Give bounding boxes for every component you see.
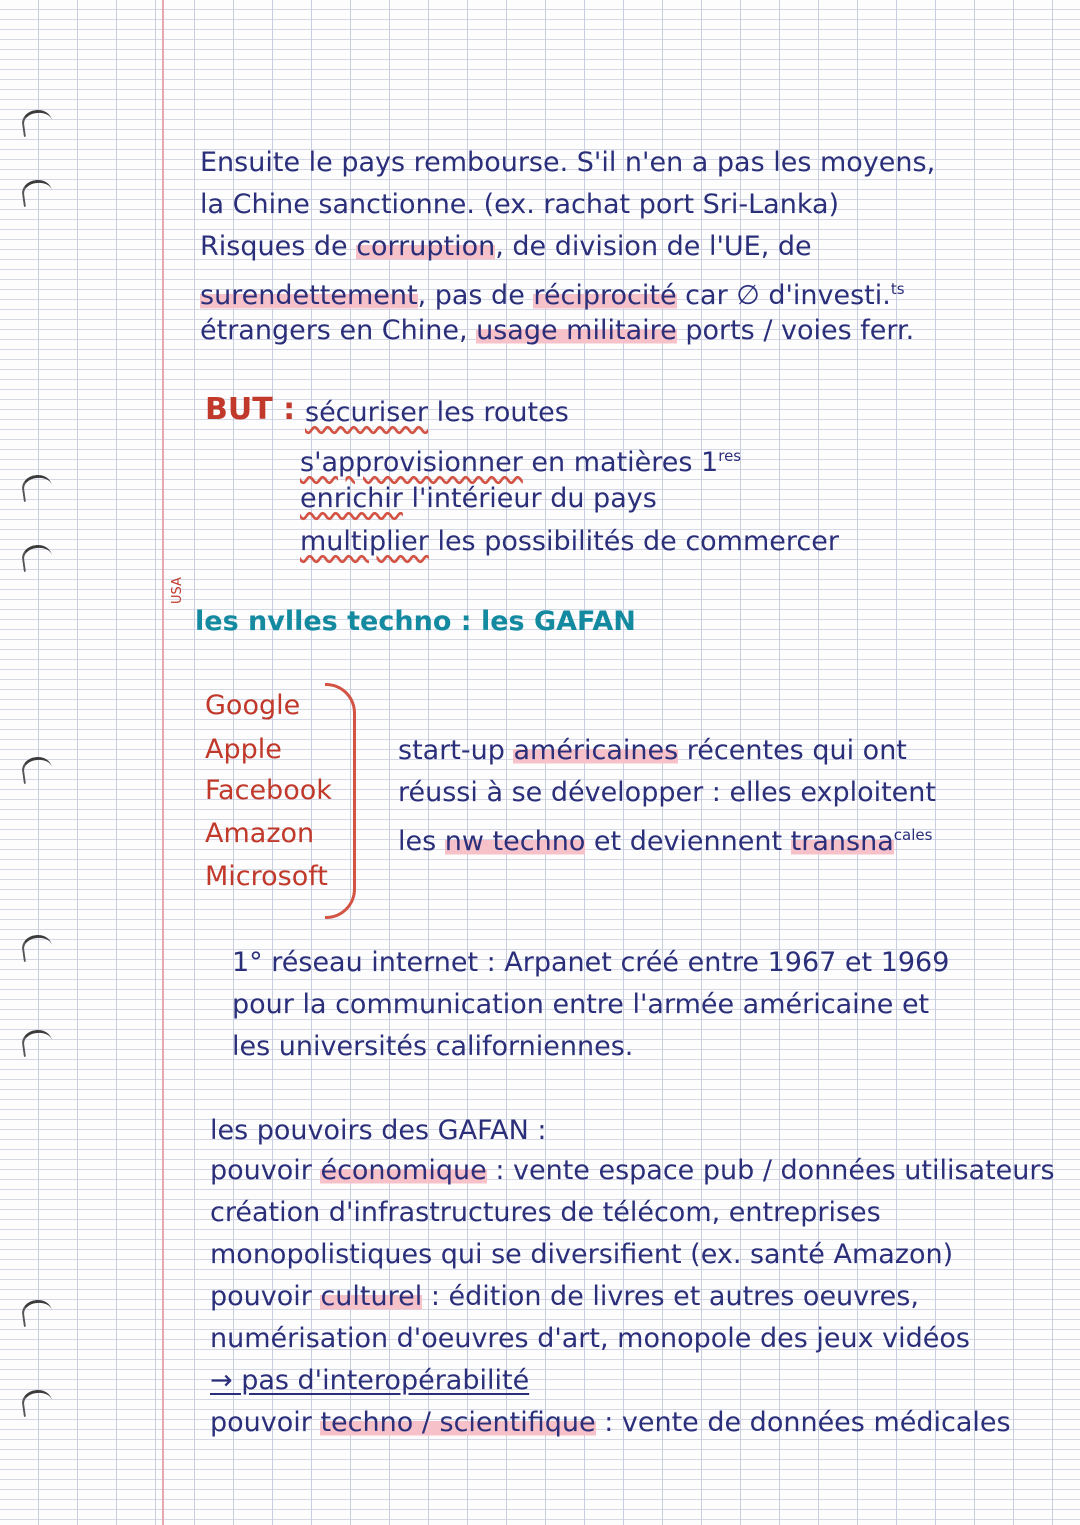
intro-line: Ensuite le pays rembourse. S'il n'en a pas les moyens, <box>200 147 936 178</box>
risques-line-1: Risques de corruption, de division de l'UE, de <box>200 231 812 262</box>
section-title-gafan: les nvlles techno : les GAFAN <box>195 606 636 637</box>
binder-ring <box>20 933 53 962</box>
company-name: Amazon <box>205 818 315 849</box>
highlight-reciprocite: réciprocité <box>533 280 677 311</box>
gafan-desc-line: start-up américaines récentes qui ont <box>398 735 907 766</box>
highlight-surendettement: surendettement <box>200 280 418 311</box>
highlight-corruption: corruption <box>356 231 496 262</box>
intro-line: la Chine sanctionne. (ex. rachat port Sri-Lanka) <box>200 189 840 220</box>
pouvoirs-line: numérisation d'oeuvres d'art, monopole des jeux vidéos <box>210 1323 970 1354</box>
internet-line: pour la communication entre l'armée américaine et <box>232 989 930 1020</box>
but-label: BUT : <box>205 392 296 427</box>
company-name: Apple <box>205 734 282 765</box>
binder-ring <box>20 1028 53 1057</box>
but-item: sécuriser les routes <box>305 397 569 428</box>
pouvoirs-line: monopolistiques qui se diversifient (ex. santé Amazon) <box>210 1239 954 1270</box>
gafan-desc-line: les nw techno et deviennent transna$^{cales}$ <box>398 826 933 857</box>
but-item: multiplier les possibilités de commercer <box>300 526 839 557</box>
binder-ring <box>20 473 53 502</box>
internet-line: 1° réseau internet : Arpanet créé entre 1967 et 1969 <box>232 947 950 978</box>
internet-line: les universités californiennes. <box>232 1031 634 1062</box>
binder-ring <box>20 108 53 137</box>
binder-ring <box>20 178 53 207</box>
binder-ring <box>20 543 53 572</box>
pouvoirs-line: pouvoir culturel : édition de livres et autres oeuvres, <box>210 1281 919 1312</box>
pouvoirs-line: création d'infrastructures de télécom, entreprises <box>210 1197 881 1228</box>
binder-ring <box>20 755 53 784</box>
company-name: Microsoft <box>205 861 328 892</box>
highlight-usage-militaire: usage militaire <box>476 315 677 346</box>
highlight-economique: économique <box>320 1155 487 1186</box>
usa-tag: USA <box>170 577 185 604</box>
risques-line-2: surendettement, pas de réciprocité car ∅ d'investi.$^{ts}$ <box>200 280 905 311</box>
binder-ring <box>20 1388 53 1417</box>
risques-line-3: étrangers en Chine, usage militaire ports / voies ferr. <box>200 315 915 346</box>
pouvoirs-title: les pouvoirs des GAFAN : <box>210 1115 547 1146</box>
binder-ring <box>20 1298 53 1327</box>
company-name: Facebook <box>205 775 332 806</box>
gafan-desc-line: réussi à se développer : elles exploitent <box>398 777 936 808</box>
but-item: s'approvisionner en matières 1res <box>300 447 742 478</box>
company-name: Google <box>205 690 301 721</box>
highlight-techno-scientifique: techno / scientifique <box>320 1407 596 1438</box>
pouvoirs-line: pouvoir économique : vente espace pub / données utilisateurs <box>210 1155 1055 1186</box>
highlight-americaines: américaines <box>513 735 679 766</box>
but-item: enrichir l'intérieur du pays <box>300 483 657 514</box>
highlight-culturel: culturel <box>320 1281 423 1312</box>
pouvoirs-line: pouvoir techno / scientifique : vente de données médicales <box>210 1407 1011 1438</box>
pouvoirs-line: → pas d'interopérabilité <box>210 1365 530 1396</box>
brace-icon <box>325 683 356 919</box>
